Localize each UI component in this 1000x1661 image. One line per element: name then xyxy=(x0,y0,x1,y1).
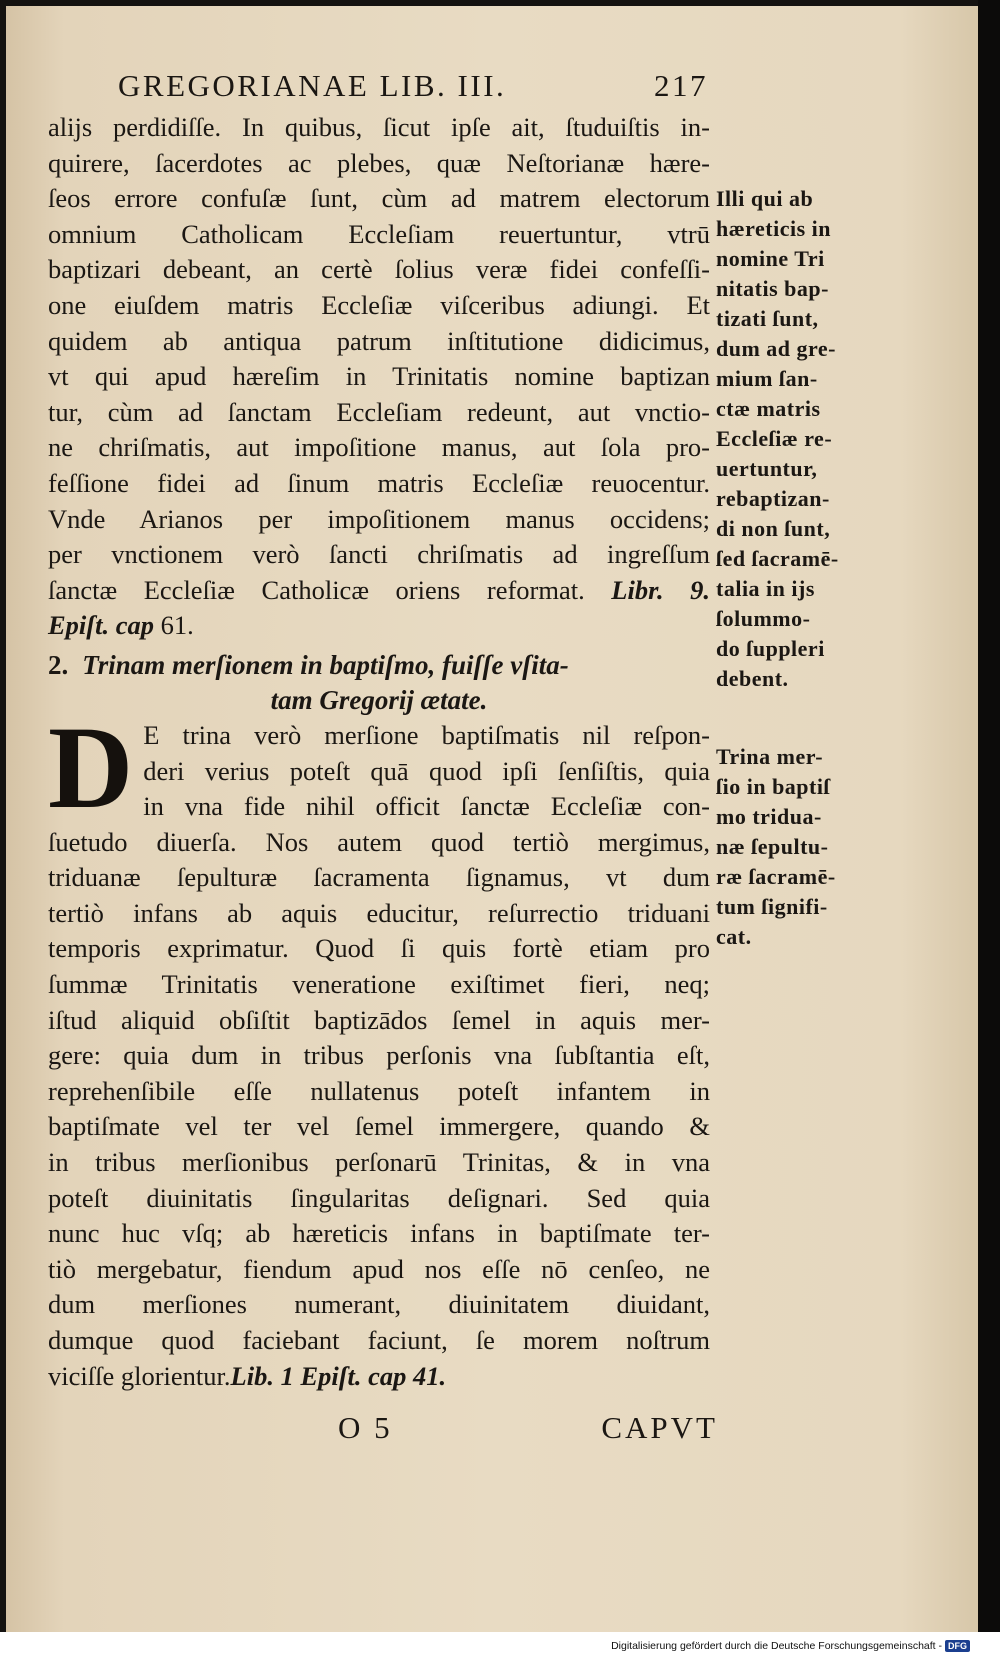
text-line: alijs perdidiſſe. In quibus, ſicut ipſe ait, ſtuduiſtis in- xyxy=(48,112,710,142)
margin-note-line: di non ſunt, xyxy=(716,516,831,541)
margin-note-line: tum ſignifi- xyxy=(716,894,828,919)
text-line: triduanæ ſepulturæ ſacramenta ſignamus, vt dum xyxy=(48,862,710,893)
section-heading-text-1: Trinam merſionem in baptiſmo, fuiſſe vſita- xyxy=(82,649,569,680)
citation-number: 61. xyxy=(160,610,194,641)
text-line: Vnde Arianos per impoſitionem manus occidens; xyxy=(48,503,710,534)
book-edge-shadow xyxy=(978,0,1000,1661)
text-line: baptizari debeant, an certè ſolius veræ fidei confeſſi- xyxy=(48,254,710,285)
text-line: temporis exprimatur. Quod ſi quis fortè etiam pro xyxy=(48,933,710,964)
drop-cap-initial: D xyxy=(48,701,134,833)
margin-note-line: talia in ijs xyxy=(716,576,815,601)
text-line: gere: quia dum in tribus perſonis vna ſubſtantia eſt, xyxy=(48,1040,710,1071)
text-line: reprehenſibile eſſe nullatenus poteſt infantem in xyxy=(48,1075,710,1106)
paragraph-2 xyxy=(48,701,710,1394)
text-line: baptiſmate vel ter vel ſemel immergere, quando & xyxy=(48,1111,710,1142)
margin-note-line: debent. xyxy=(716,666,789,691)
text-line: dumque quod faciebant faciunt, ſe morem noſtrum xyxy=(48,1325,710,1355)
text-line-content: viciſſe glorientur. xyxy=(48,1360,231,1391)
section-heading xyxy=(48,648,710,718)
text-line: E trina verò merſione baptiſmatis nil reſpon- xyxy=(143,719,710,750)
text-line: per vnctionem verò ſancti chriſmatis ad ingreſſum xyxy=(48,539,710,570)
margin-note-1 xyxy=(716,184,866,694)
margin-note-line: nomine Tri xyxy=(716,246,825,271)
section-number: 2. xyxy=(48,649,69,680)
text-line-with-citation xyxy=(48,1359,710,1395)
citation-line xyxy=(48,608,710,644)
running-head xyxy=(118,68,708,104)
text-line: iſtud aliquid obſiſtit baptizādos ſemel in aquis mer- xyxy=(48,1004,710,1035)
margin-note-line: næ ſepultu- xyxy=(716,834,829,859)
text-line: ſeos errore confuſæ ſunt, cùm ad matrem electorum xyxy=(48,183,710,214)
text-line: quirere, ſacerdotes ac plebes, quæ Neſtorianæ hære- xyxy=(48,147,710,178)
text-line: dum merſiones numerant, diuinitatem diuidant, xyxy=(48,1289,710,1320)
text-line: ſummæ Trinitatis veneratione exiſtimet fieri, neq; xyxy=(48,969,710,1000)
signature-mark: O 5 xyxy=(338,1410,393,1445)
margin-note-line: ſio in baptiſ xyxy=(716,774,831,799)
text-line: poteſt diuinitatis ſingularitas deſignari. Sed quia xyxy=(48,1182,710,1213)
margin-note-line: ctæ matris xyxy=(716,396,821,421)
margin-note-line: dum ad gre- xyxy=(716,336,836,361)
margin-note-line: Eccleſiæ re- xyxy=(716,426,833,451)
text-line-content: ſanctæ Eccleſiæ Catholicæ oriens reformat. xyxy=(48,574,585,605)
text-line: one eiuſdem matris Eccleſiæ viſceribus adiungi. Et xyxy=(48,289,710,320)
margin-note-line: tizati ſunt, xyxy=(716,306,819,331)
citation-italic: Epiſt. cap xyxy=(48,610,154,641)
text-line: in vna fide nihil officit ſanctæ Eccleſiæ con- xyxy=(143,791,710,822)
section-heading-line-1 xyxy=(48,648,710,683)
section-heading-line-2: tam Gregorij ætate. xyxy=(270,684,488,715)
margin-note-line: ſed ſacramē- xyxy=(716,546,839,571)
page-number: 217 xyxy=(654,68,708,103)
margin-note-line: mium ſan- xyxy=(716,366,818,391)
book-page xyxy=(6,6,978,1632)
text-line: tiò mergebatur, fiendum apud nos eſſe nō cenſeo, ne xyxy=(48,1253,710,1284)
running-title: GREGORIANAE LIB. III. xyxy=(118,68,507,103)
citation: Libr. 9. xyxy=(611,574,711,605)
text-line: ſuetudo diuerſa. Nos autem quod tertiò mergimus, xyxy=(48,826,710,857)
paragraph-1 xyxy=(48,110,710,644)
margin-note-line: hæreticis in xyxy=(716,216,831,241)
text-line: ne chriſmatis, aut impoſitione manus, aut ſola pro- xyxy=(48,432,710,463)
margin-note-line: rebaptizan- xyxy=(716,486,830,511)
catchword: CAPVT xyxy=(601,1410,718,1445)
text-line: omnium Catholicam Eccleſiam reuertuntur, vtrū xyxy=(48,218,710,249)
text-line: tertiò infans ab aquis educitur, reſurrectio triduani xyxy=(48,897,710,928)
margin-note-line: do ſuppleri xyxy=(716,636,825,661)
citation: Lib. 1 Epiſt. cap 41. xyxy=(230,1360,447,1391)
margin-note-line: ſolummo- xyxy=(716,606,811,631)
margin-note-line: Trina mer- xyxy=(716,744,824,769)
digitization-credit xyxy=(611,1640,970,1652)
credit-text: Digitalisierung gefördert durch die Deutsche Forschungsgemeinschaft - xyxy=(611,1640,942,1652)
margin-note-line: cat. xyxy=(716,924,752,949)
text-line: feſſione fidei ad ſinum matris Eccleſiæ reuocentur. xyxy=(48,467,710,498)
dfg-logo: DFG xyxy=(945,1640,970,1652)
page-footer xyxy=(338,1410,718,1446)
margin-note-line: Illi qui ab xyxy=(716,186,814,211)
text-line: nunc huc vſq; ab hæreticis infans in baptiſmate ter- xyxy=(48,1218,710,1249)
margin-note-2 xyxy=(716,742,866,952)
text-line: vt qui apud hæreſim in Trinitatis nomine baptizan xyxy=(48,361,710,392)
text-line: tur, cùm ad ſanctam Eccleſiam redeunt, aut vnctio- xyxy=(48,396,710,427)
text-line: quidem ab antiqua patrum inſtitutione didicimus, xyxy=(48,325,710,356)
margin-note-line: nitatis bap- xyxy=(716,276,829,301)
margin-note-line: uertuntur, xyxy=(716,456,818,481)
margin-note-line: mo tridua- xyxy=(716,804,822,829)
text-line: deri verius poteſt quā quod ipſi ſenſiſtis, quia xyxy=(143,755,710,786)
text-line-with-citation xyxy=(48,573,710,609)
main-text-column xyxy=(48,110,710,1394)
text-line: in tribus merſionibus perſonarū Trinitas, & in vna xyxy=(48,1147,710,1178)
margin-note-line: ræ ſacramē- xyxy=(716,864,836,889)
